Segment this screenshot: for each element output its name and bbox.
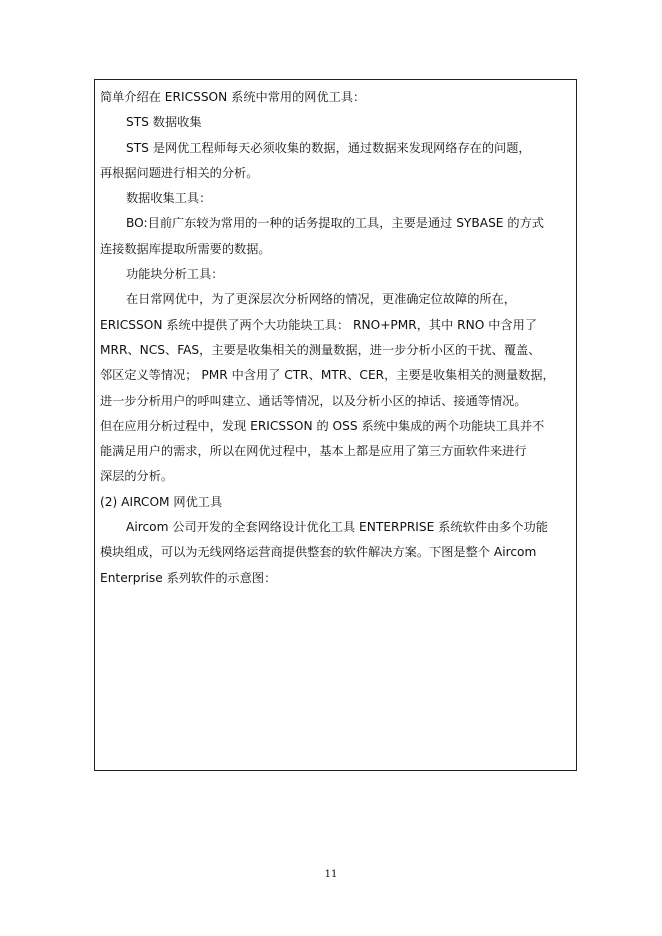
paragraph-line: 再根据问题进行相关的分析。: [100, 165, 259, 180]
content-frame: [94, 79, 577, 771]
section-heading-sts: STS 数据收集: [126, 115, 202, 130]
section-heading-function-tools: 功能块分析工具：: [126, 267, 224, 282]
paragraph-line: Aircom 公司开发的全套网络设计优化工具 ENTERPRISE 系统软件由多个功能: [126, 520, 548, 535]
section-heading-aircom: (2) AIRCOM 网优工具: [100, 494, 223, 509]
paragraph-line: 但在应用分析过程中，发现 ERICSSON 的 OSS 系统中集成的两个功能块工具并不: [100, 418, 545, 433]
paragraph-line: 深层的分析。: [100, 469, 174, 484]
paragraph-line: STS 是网优工程师每天必须收集的数据，通过数据来发现网络存在的问题，: [126, 140, 531, 155]
section-heading-data-tools: 数据收集工具：: [126, 191, 212, 206]
paragraph-line: BO:目前广东较为常用的一种的话务提取的工具，主要是通过 SYBASE 的方式: [126, 216, 544, 231]
paragraph-line: 能满足用户的需求，所以在网优过程中，基本上都是应用了第三方面软件来进行: [100, 444, 527, 459]
paragraph-line: 在日常网优中，为了更深层次分析网络的情况，更准确定位故障的所在，: [126, 292, 516, 307]
document-body: [100, 85, 572, 591]
paragraph-line: 连接数据库提取所需要的数据。: [100, 241, 271, 256]
intro-line: 简单介绍在 ERICSSON 系统中常用的网优工具：: [100, 90, 366, 104]
paragraph-line: 进一步分析用户的呼叫建立、通话等情况，以及分析小区的掉话、接通等情况。: [100, 393, 527, 408]
paragraph-line: 模块组成，可以为无线网络运营商提供整套的软件解决方案。下图是整个 Aircom: [100, 545, 537, 560]
paragraph-line: 邻区定义等情况； PMR 中含用了 CTR、MTR、CER，主要是收集相关的测量数据，: [100, 368, 555, 383]
paragraph-line: ERICSSON 系统中提供了两个大功能块工具： RNO+PMR，其中 RNO 中含用了: [100, 317, 537, 332]
paragraph-line: Enterprise 系列软件的示意图：: [100, 570, 277, 585]
paragraph-line: MRR、NCS、FAS，主要是收集相关的测量数据，进一步分析小区的干扰、覆盖、: [100, 342, 541, 357]
page-number: 11: [324, 869, 338, 880]
